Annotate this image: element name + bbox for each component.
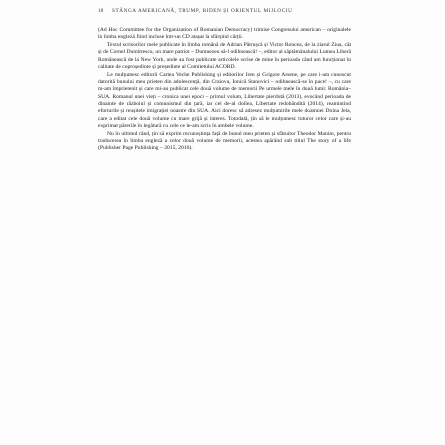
paragraph: Textul scrisorilor mele publicate în limba română de Adrian Pătrușcă și Victor Roncea, de la ziarul Ziua, cât și de Cornel Dumitrescu, un mare patriot – Dumnezeu să-l odihnească! –, editor al săptămânalului Lumea Liberă Românească de la New York, unde au fost publicate articolele scrise de mine în perioada când am funcționat în calitate de coproședinte și președinte al Comitetului ACORD. bbox=[98, 42, 351, 70]
page-header bbox=[98, 8, 358, 14]
paragraph: Le mulțumesc editurii Cartea Veche Publishing și editorilor Iren și Grigore Arsene, pe care i-am cunoscut datorită bunului meu prieten din adolescență, din Craiova, Ionică Stanovici – odihnească-se în pace! –, cu care m-am împrietenit și care mi-au publicat cele două volume de memorii Pe urmele mele în două lumi: România–SUA. Romanul unei vieți – cronica unei epoci – primul volum, Libertate pierdută (2013), evocând perioada de dinainte de războiul și comunismul din țară, iar cel de-al doilea, Libertate redobândită (2014), reamintind eforturile și reușitele imigrației noastre din SUA. Aici doresc să adresez mulțumirile mele doamnei Doina Jela, care a editat cele două volume cu mare grijă și interes. Totodată, țin să le mulțumesc tuturor celor care și-au exprimat părerile în legătură cu cele ce le-am scris în ambele volume. bbox=[98, 71, 351, 129]
page-body bbox=[98, 27, 351, 153]
page-number: 18 bbox=[98, 8, 104, 14]
running-title: STÂNGA AMERICANĂ, TRUMP, BIDEN ȘI ORIENTUL MIJLOCIU bbox=[112, 8, 293, 14]
paragraph: (Ad Hoc Committee for the Organization of Romanian Democracy) trimise Congresului american – originalele în limba engleză fiind incluse într-un CD atașat la sfârșitul cărții. bbox=[98, 27, 351, 41]
paragraph: Nu în ultimul rând, țin să exprim recunoștința față de bunul meu prieten și sfătuitor Theodor Manim, pentru traducerea în limba engleză a celor două volume de memorii, acestea apărând sub titlul The story of a life (Publisher Page Publishing – 2015, 2016). bbox=[98, 130, 351, 152]
